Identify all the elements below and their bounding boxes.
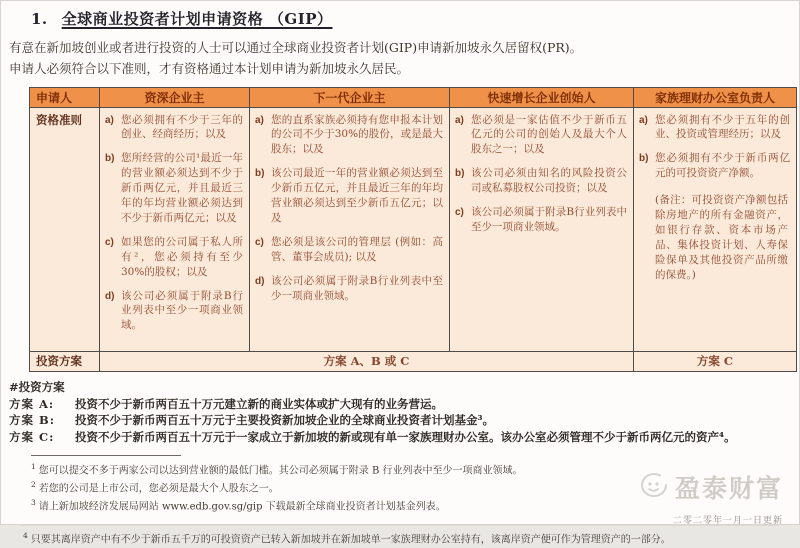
footnote-text: 若您的公司是上市公司，您必须是最大个人股东之一。 (38, 483, 279, 495)
item-text: 该公司必须属于附录B行业列表中至少一项商业领域。 (471, 206, 627, 233)
item-text: 您所经营的公司¹最近一年的营业额必须达到不少于新币两亿元，并且最近三年的年均营业额必须达到不少于新币两亿元；以及 (121, 152, 243, 224)
investment-plan-row (30, 351, 797, 371)
list-item (455, 205, 627, 235)
smiley-face-icon (639, 472, 669, 502)
item-marker: b) (455, 168, 465, 180)
item-text: 如果您的公司属于私人所有²，您必须持有至少30%的股权；以及 (121, 235, 243, 278)
criteria-cell-family-office-principal (634, 107, 797, 351)
list-item (255, 274, 443, 304)
brand-watermark (639, 469, 783, 526)
item-text: 您的直系家族必须持有您申报本计划的公司不少于30%的股份，或是最大股东；以及 (271, 113, 443, 156)
item-marker: c) (255, 236, 264, 248)
item-marker: b) (105, 153, 115, 165)
plan-line-a (9, 397, 799, 412)
footnote-text: 您可以提交不多于两家公司以达到营业额的最低门槛。其公司必须属于附录 B 行业列表中至少一项商业领域。 (38, 465, 523, 477)
plan-text: 投资不少于新币两百五十万元于一家成立于新加坡的新或现有单一家族理财办公室。该办公室必须管理不少于新币两亿元的资产⁴。 (75, 430, 736, 445)
table-header-row (30, 87, 797, 107)
criteria-cell-established-owner (100, 107, 250, 351)
plan-label: 方案 A: (9, 396, 55, 411)
item-marker: a) (105, 114, 114, 126)
footnote-marker: 4 (23, 530, 28, 540)
item-marker: a) (255, 114, 264, 126)
list-item (639, 113, 790, 143)
list-item (455, 113, 627, 158)
plan-label: 方案 C: (9, 430, 55, 445)
list-item (105, 289, 243, 334)
item-marker: d) (255, 275, 265, 287)
item-text: 您必须拥有不少于新币两亿元的可投资资产净额。 (655, 152, 790, 180)
item-marker: c) (455, 207, 464, 219)
item-marker: d) (105, 290, 115, 302)
plan-row-label: 投资方案 (30, 351, 100, 371)
list-item (255, 113, 443, 158)
item-text: 该公司最近一年的营业额必须达到至少新币五亿元，并且最近三年的年均营业额必须达到至少新币五亿元；以及 (271, 167, 443, 224)
criteria-cell-fast-growth-founder (450, 107, 634, 351)
plan-abc-cell: 方案 A、B 或 C (100, 351, 634, 371)
item-text: 该公司必须属于附录B行业列表中至少一项商业领域。 (121, 289, 243, 332)
header-cell-fast-growth-founder: 快速增长企业创始人 (450, 87, 634, 107)
list-item (255, 166, 443, 226)
item-text: 您必须拥有不少于五年的创业、投资或管理经历；以及 (655, 113, 790, 141)
list-item (639, 151, 790, 181)
gip-criteria-table (29, 87, 797, 372)
footnote-4 (23, 530, 799, 548)
investment-plans-section (9, 379, 799, 446)
page-title (31, 8, 799, 29)
intro-line-1: 有意在新加坡创业或者进行投资的人士可以通过全球商业投资者计划(GIP)申请新加坡永久居留权(PR)。 (9, 40, 583, 55)
criteria-cell-next-gen-owner (250, 107, 450, 351)
plans-heading: #投资方案 (9, 379, 65, 394)
item-marker: a) (639, 114, 648, 126)
criteria-row (30, 107, 797, 351)
intro-line-2: 申请人必须符合以下准则，才有资格通过本计划申请为新加坡永久居民。 (9, 60, 410, 76)
header-cell-next-gen-owner: 下一代企业主 (250, 87, 450, 107)
intro-paragraph (9, 39, 799, 79)
footnote-separator (31, 455, 181, 456)
plan-line-b (9, 413, 799, 428)
list-item (105, 113, 243, 143)
item-text: 您必须是一家估值不少于新币五亿元的公司的创始人及最大个人股东之一；以及 (471, 113, 627, 156)
brand-name: 盈泰财富 (674, 474, 783, 503)
plan-line-c (9, 430, 799, 445)
item-marker: b) (639, 153, 649, 165)
item-text: 该公司必须属于附录B行业列表中至少一项商业领域。 (271, 274, 443, 302)
family-office-note: (备注：可投资资产净额包括除房地产的所有金融资产，如银行存款、资本市场产品、集体投资计划、人寿保险保单及其他投资产品所缴的保费。) (655, 194, 788, 281)
title-text: 全球商业投资者计划申请资格 （GIP） (61, 10, 333, 28)
plan-text: 投资不少于新币两百五十万元于主要投资新加坡企业的全球商业投资者计划基金³。 (75, 413, 495, 428)
list-item (255, 235, 443, 265)
list-item (105, 235, 243, 280)
list-item (105, 151, 243, 226)
header-cell-established-owner: 资深企业主 (100, 87, 250, 107)
item-marker: a) (455, 114, 464, 126)
footnote-text: 只要其离岸资产中有不少于新币五千万的可投资资产已转入新加坡并在新加坡单一家族理财办公室持有，该离岸资产便可作为管理资产的一部分。 (30, 534, 671, 546)
plan-label: 方案 B: (9, 413, 55, 428)
plan-text: 投资不少于新币两百五十万元建立新的商业实体或扩大现有的业务营运。 (75, 396, 443, 411)
header-cell-family-office-principal: 家族理财办公室负责人 (634, 87, 797, 107)
footnote-marker: 1 (31, 462, 36, 472)
criteria-row-label: 资格准则 (30, 107, 100, 351)
update-date: 二零二零年一月一日更新 (672, 516, 783, 526)
footnote-text: 请上新加坡经济发展局网站 www.edb.gov.sg/gip 下载最新全球商业投资者计划基金列表。 (38, 501, 446, 513)
item-text: 该公司必须由知名的风险投资公司或私募股权公司投资；以及 (471, 167, 627, 195)
header-cell-applicant: 申请人 (30, 87, 100, 107)
footnote-4-block (23, 530, 799, 548)
brand-logo (639, 469, 783, 505)
item-marker: c) (105, 236, 114, 248)
list-item (455, 166, 627, 196)
item-text: 您必须是该公司的管理层 (例如：高管、董事会成员); 以及 (271, 235, 443, 263)
item-text: 您必须拥有不少于三年的创业、经商经历；以及 (121, 113, 243, 141)
item-marker: b) (255, 168, 265, 180)
plan-c-cell: 方案 C (634, 351, 797, 371)
title-number: 1. (31, 10, 48, 28)
footnote-marker: 3 (31, 497, 36, 507)
footnote-marker: 2 (31, 480, 36, 490)
